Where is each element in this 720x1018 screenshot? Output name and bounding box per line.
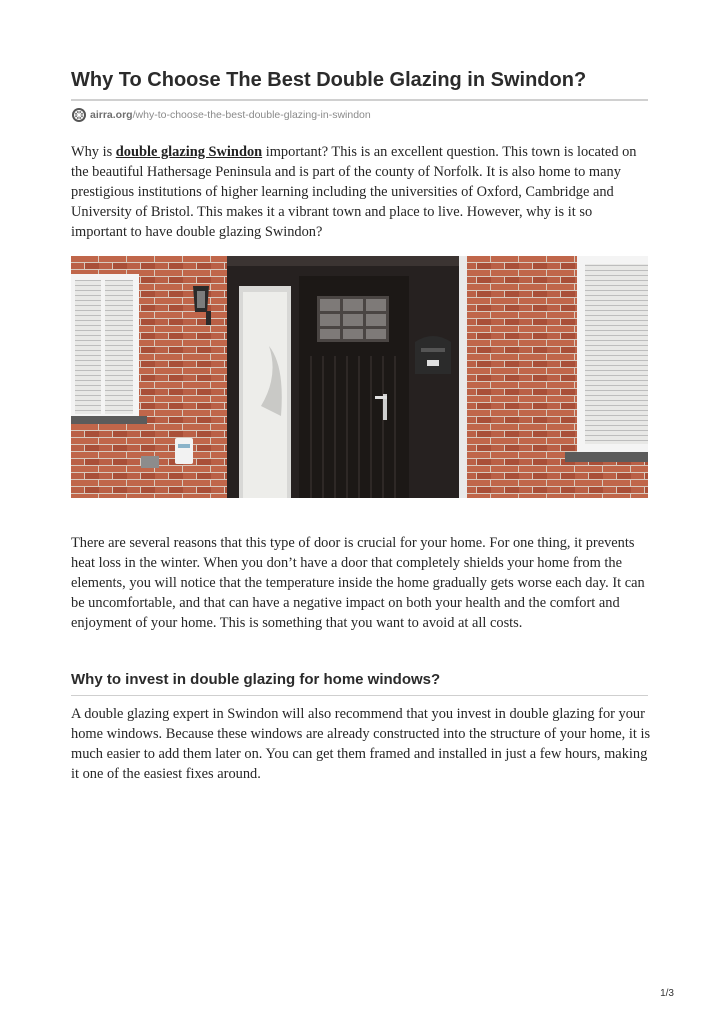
source-site-link[interactable]: airra.org [90,109,133,121]
site-logo-icon [71,107,87,123]
section-divider [71,695,648,696]
page-number: 1/3 [660,988,674,999]
title-divider [71,99,648,101]
intro-paragraph [71,142,651,242]
body-paragraph-3: A double glazing expert in Swindon will also recommend that you invest in double glazing for your home windows. Because these windows are already constructed into the structure of your home, it is much easier to add them later on. You can get them framed and installed in just a few hours, making it one of the easiest fixes around. [71,706,651,782]
source-path: /why-to-choose-the-best-double-glazing-in-swindon [132,109,371,121]
double-glazing-link[interactable]: double glazing Swindon [115,144,263,160]
body-paragraph-2: There are several reasons that this type of door is crucial for your home. For one thing, it prevents heat loss in the winter. When you don’t have a door that completely shields your home from the elements, you will notice that the temperature inside the home gradually gets worse each day. It can be uncomfortable, and that can have a negative impact on both your health and the comfort and enjoyment of your home. This is something that you want to avoid at all costs. [71,535,645,631]
section-heading: Why to invest in double glazing for home windows? [71,671,441,688]
intro-text-after: important? This is an excellent question. This town is located on the beautiful Hathersage Peninsula and is part of the county of Norfolk. It is also home to many prestigious institutions of higher learning including the universities of Oxford, Cambridge and University of Bristol. This makes it a vibrant town and place to live. However, why is it so important to have double glazing Swindon? [71,144,637,240]
intro-text-before: Why is [71,144,116,160]
page-title: Why To Choose The Best Double Glazing in Swindon? [71,69,587,91]
source-line [71,107,371,123]
house-door-photo [71,256,648,498]
